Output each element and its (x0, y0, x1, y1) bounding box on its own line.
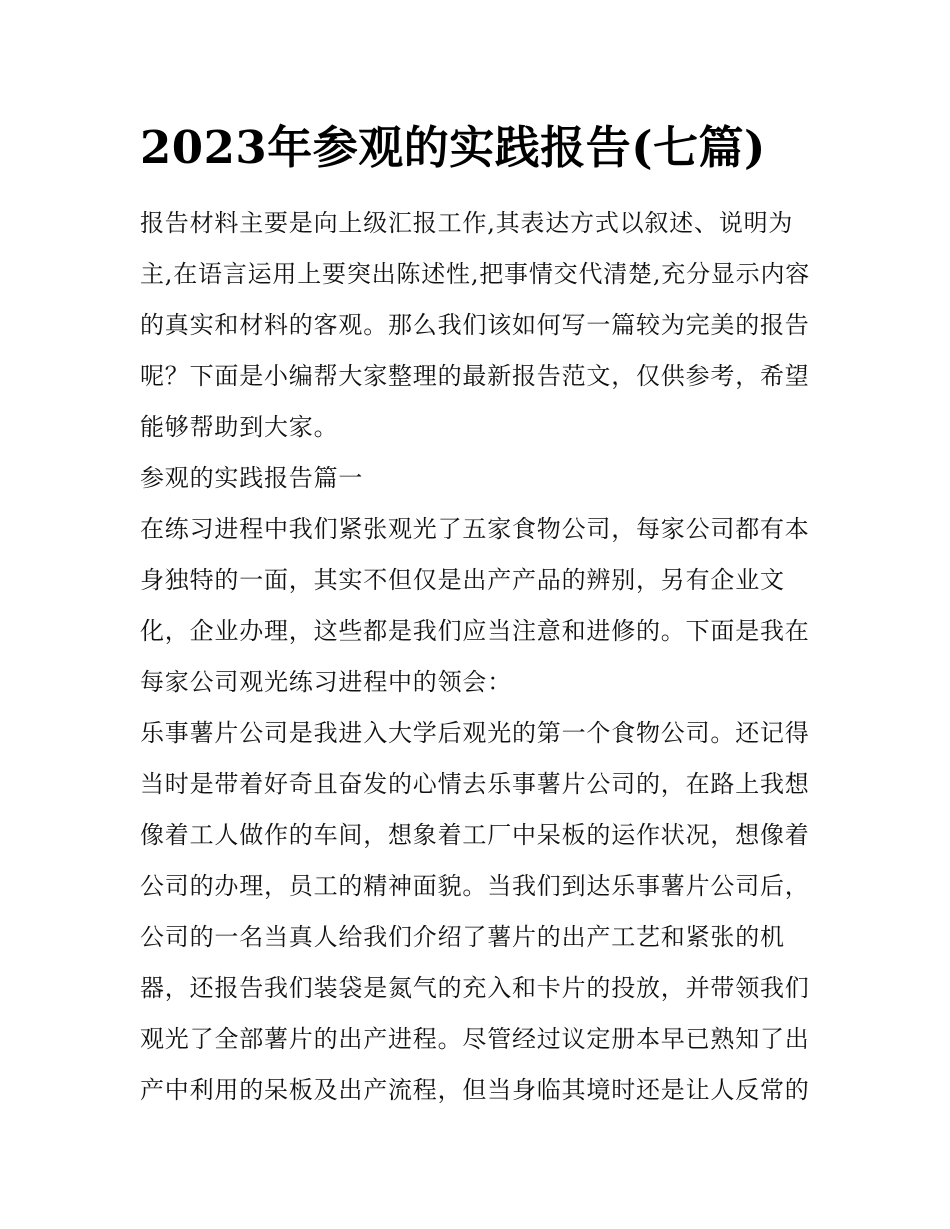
intro-line-1: 报告材料主要是向上级汇报工作,其表达方式以叙述、说明为 (140, 209, 794, 237)
body-line-7: 像着工人做作的车间，想象着工厂中呆板的运作状况，想像着 (140, 821, 810, 849)
body-line-1: 在练习进程中我们紧张观光了五家食物公司，每家公司都有本 (140, 515, 810, 543)
body-line-5: 乐事薯片公司是我进入大学后观光的第一个食物公司。还记得 (140, 719, 810, 747)
document-title: 2023年参观的实践报告(七篇) (140, 121, 766, 174)
intro-line-2: 主,在语言运用上要突出陈述性,把事情交代清楚,充分显示内容 (140, 260, 811, 288)
body-line-10: 器，还报告我们装袋是氮气的充入和卡片的投放，并带领我们 (140, 974, 810, 1002)
body-line-8: 公司的办理，员工的精神面貌。当我们到达乐事薯片公司后， (140, 872, 810, 900)
intro-line-3: 的真实和材料的客观。那么我们该如何写一篇较为完美的报告 (140, 311, 810, 339)
body-line-4: 每家公司观光练习进程中的领会： (140, 668, 512, 696)
body-line-11: 观光了全部薯片的出产进程。尽管经过议定册本早已熟知了出 (140, 1025, 810, 1053)
body-line-6: 当时是带着好奇且奋发的心情去乐事薯片公司的，在路上我想 (140, 770, 810, 798)
body-line-3: 化，企业办理，这些都是我们应当注意和进修的。下面是我在 (140, 617, 810, 645)
body-line-9: 公司的一名当真人给我们介绍了薯片的出产工艺和紧张的机 (140, 923, 785, 951)
intro-line-5: 能够帮助到大家。 (140, 413, 339, 441)
intro-line-4: 呢？下面是小编帮大家整理的最新报告范文，仅供参考，希望 (140, 362, 810, 390)
body-line-12: 产中利用的呆板及出产流程，但当身临其境时还是让人反常的 (140, 1076, 810, 1104)
section-heading: 参观的实践报告篇一 (140, 464, 364, 492)
body-line-2: 身独特的一面，其实不但仅是出产产品的辨别，另有企业文 (140, 566, 785, 594)
